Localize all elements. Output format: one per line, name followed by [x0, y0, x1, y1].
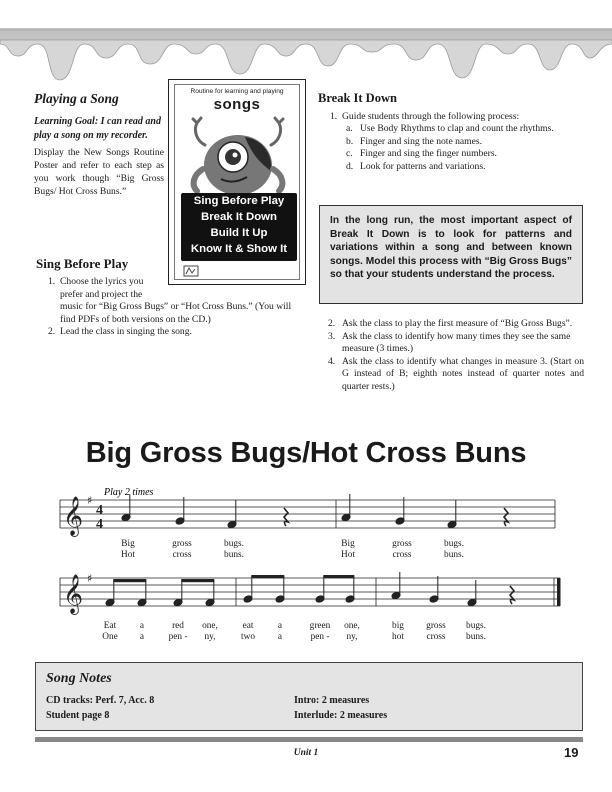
lyric: Big — [341, 539, 355, 549]
lyric: gross — [172, 539, 192, 549]
step-1: 1. Choose the lyrics you prefer and project the music for “Big Gross Bugs” or “Hot Cross Buns.” (You will find PDFs of both versions on the CD.) — [48, 276, 292, 325]
break-it-down-steps — [328, 318, 584, 393]
song-notes-heading: Song Notes — [46, 671, 112, 686]
poster-step-4: Know It & Show It — [190, 243, 288, 255]
monster-illustration — [183, 115, 293, 199]
treble-clef-icon: 𝄞 — [63, 496, 84, 536]
poster-logo-icon — [183, 264, 199, 278]
quarter-rest-icon — [284, 508, 288, 526]
lyric: one, — [202, 621, 218, 631]
lyric: a — [139, 621, 145, 631]
lyric: One — [102, 632, 118, 642]
lyric: red — [172, 621, 184, 631]
footer-unit-label: Unit 1 — [293, 748, 319, 758]
song-notes-box — [35, 662, 583, 731]
quarter-rest-icon — [510, 586, 514, 604]
lyric: ny, — [204, 632, 216, 642]
lyric: buns. — [444, 550, 464, 560]
poster-step-1: Sing Before Play — [193, 195, 285, 207]
lyric: pen - — [310, 632, 330, 642]
lyric: ny, — [346, 632, 358, 642]
lyric: cross — [172, 550, 192, 560]
lyric: gross — [426, 621, 446, 631]
substep-a: a. Use Body Rhythms to clap and count the rhythms. — [346, 123, 554, 134]
step-2: 2. Lead the class in singing the song. — [48, 326, 192, 337]
poster-instructions: Display the New Songs Routine Poster and refer to each step as you work though “Big Gross Bugs/ Hot Cross Buns.” — [34, 147, 164, 197]
interlude-measures: Interlude: 2 measures — [294, 710, 388, 721]
lyric: a — [139, 632, 145, 642]
songs-routine-poster — [168, 79, 306, 285]
playing-a-song-section — [34, 92, 164, 198]
lyric: cross — [392, 550, 412, 560]
time-sig-top: 4 — [96, 503, 103, 518]
lyric: bugs. — [444, 539, 464, 549]
playing-a-song-heading: Playing a Song — [34, 91, 119, 106]
lyric: Big — [121, 539, 135, 549]
poster-subtitle: Routine for learning and playing — [190, 88, 284, 95]
intro-measures: Intro: 2 measures — [294, 695, 370, 706]
break-it-down-substeps — [346, 123, 580, 173]
dripping-header-decoration — [0, 0, 612, 95]
break-it-down-section — [318, 92, 580, 173]
lyric: cross — [426, 632, 446, 642]
lyric: a — [277, 632, 283, 642]
lyric: buns. — [466, 632, 486, 642]
step-4-right: 4. Ask the class to identify what changes in measure 3. (Start on G instead of B; eighth notes instead of quarter notes and quarter rests.) — [328, 355, 584, 392]
poster-steps-band — [181, 193, 297, 261]
step-2-right: 2. Ask the class to play the first measure of “Big Gross Bugs”. — [328, 318, 573, 329]
sing-before-play-heading: Sing Before Play — [36, 256, 129, 271]
break-it-down-heading: Break It Down — [318, 91, 397, 105]
lyric: buns. — [224, 550, 244, 560]
lyric: Hot — [121, 550, 135, 560]
sing-before-play-steps — [44, 276, 306, 339]
lyric: gross — [392, 539, 412, 549]
lyric: one, — [344, 621, 360, 631]
poster-step-2: Break It Down — [201, 211, 277, 223]
break-it-down-intro: 1. Guide students through the following process: — [330, 110, 520, 122]
lyric: bugs. — [466, 621, 486, 631]
lyric: green — [309, 621, 331, 631]
poster-step-3: Build It Up — [210, 227, 268, 239]
page-number: 19 — [564, 745, 579, 760]
lyric: a — [277, 621, 283, 631]
treble-clef-icon: 𝄞 — [63, 574, 84, 614]
lyric: hot — [392, 632, 404, 642]
song-title: Big Gross Bugs/Hot Cross Buns — [85, 437, 527, 469]
music-notation — [0, 480, 612, 645]
step-3-right: 3. Ask the class to identify how many times they see the same measure (3 times.) — [328, 330, 571, 354]
lyric: big — [392, 621, 404, 631]
poster-title: songs — [213, 96, 261, 113]
lyric: two — [241, 632, 255, 642]
time-sig-bottom: 4 — [96, 517, 103, 532]
student-page: Student page 8 — [46, 710, 110, 721]
sharp-icon: ♯ — [87, 572, 93, 585]
lyric: eat — [242, 621, 254, 631]
quarter-rest-icon — [504, 508, 508, 526]
lyric: Hot — [341, 550, 355, 560]
sharp-icon: ♯ — [87, 494, 93, 507]
lyric: bugs. — [224, 539, 244, 549]
footer-rule — [35, 737, 583, 742]
lyric: Eat — [103, 621, 117, 631]
callout-box: In the long run, the most important aspect of Break It Down is to look for patterns and variations within a song and between known songs. Model this process with “Big Gross Bugs” so that your students understand the process. — [319, 205, 583, 304]
cd-tracks: CD tracks: Perf. 7, Acc. 8 — [46, 695, 155, 706]
repeat-label: Play 2 times — [104, 487, 154, 498]
learning-goal: Learning Goal: I can read and play a song on my recorder. — [34, 116, 161, 141]
substep-c: c. Finger and sing the finger numbers. — [346, 148, 497, 159]
substep-d: d. Look for patterns and variations. — [346, 160, 486, 172]
substep-b: b. Finger and sing the note names. — [346, 135, 483, 147]
lyric: pen - — [168, 632, 188, 642]
